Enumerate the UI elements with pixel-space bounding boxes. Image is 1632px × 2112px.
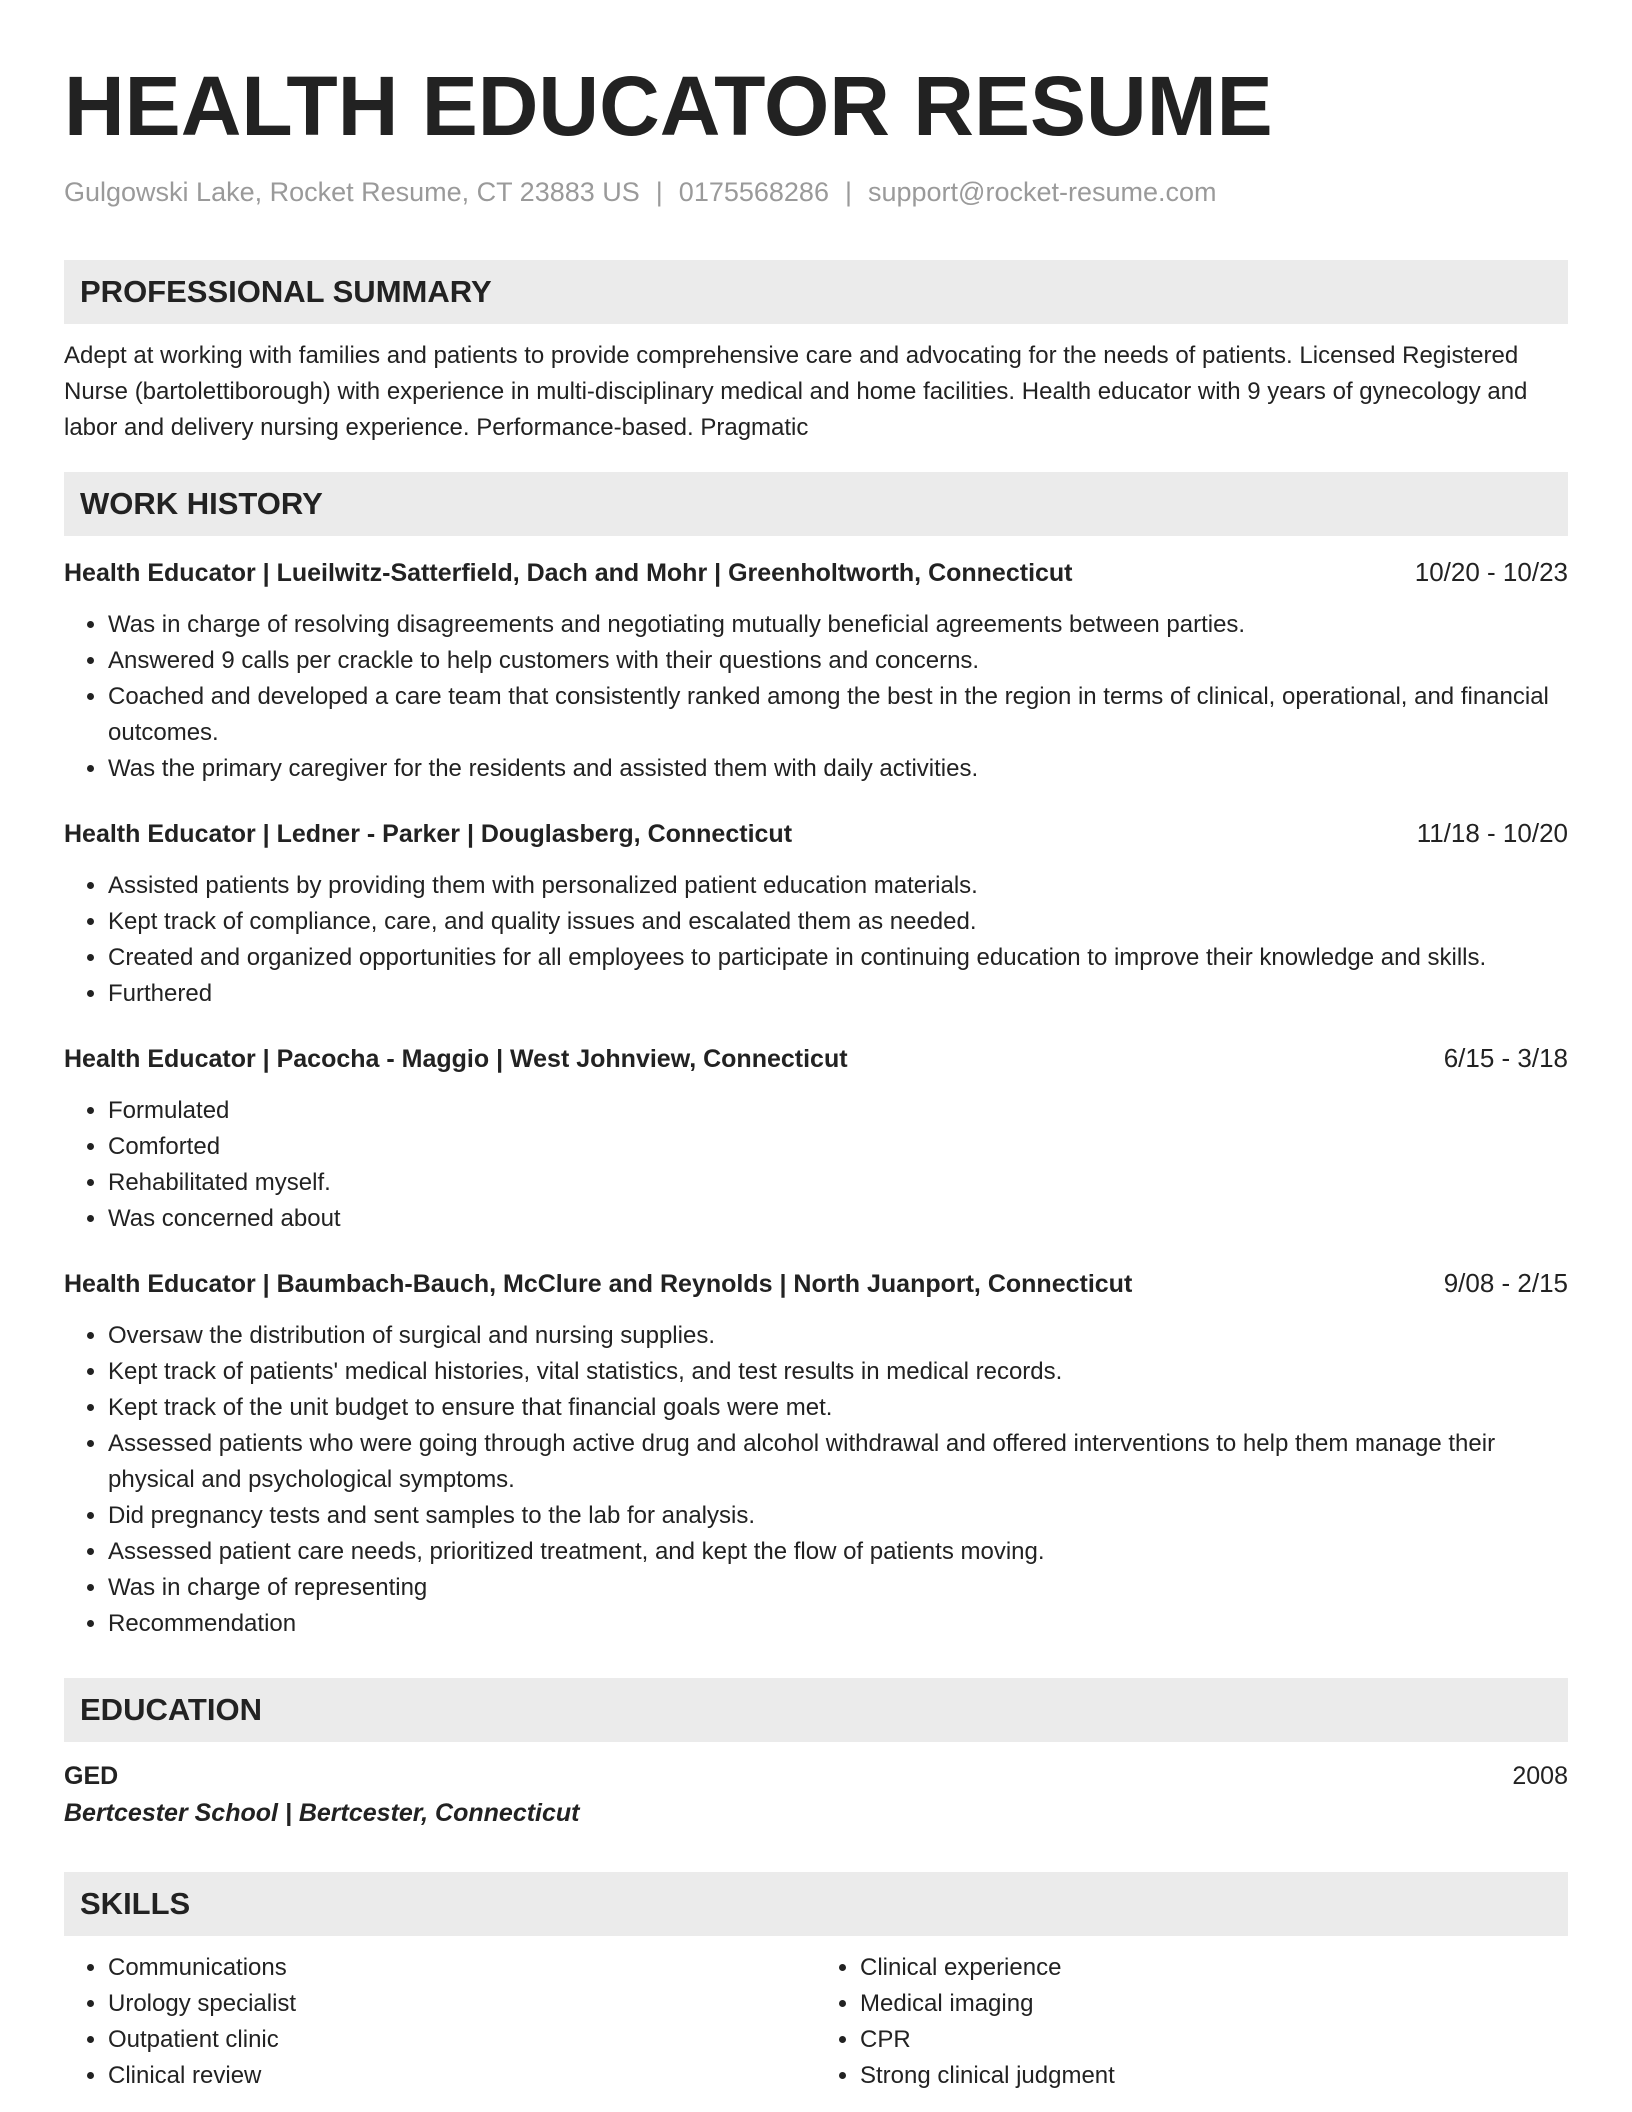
job-header — [64, 1265, 1568, 1302]
job-bullet: • Oversaw the distribution of surgical and nursing supplies. — [108, 1318, 1568, 1354]
contact-separator: | — [844, 177, 852, 207]
summary-heading: PROFESSIONAL SUMMARY — [64, 260, 1568, 324]
job-dates: 11/18 - 10/20 — [1416, 818, 1568, 848]
skills-list — [64, 1950, 1568, 2094]
job-bullet: • Comforted — [108, 1129, 1568, 1165]
education-entry — [64, 1758, 1568, 1794]
skill-item: • Strong clinical judgment — [860, 2058, 1568, 2094]
job-bullets — [64, 1318, 1568, 1642]
job-title: Health Educator | Baumbach-Bauch, McClure and Reynolds | North Juanport, Connecticut — [64, 1270, 1133, 1298]
job-bullet: • Assisted patients by providing them with personalized patient education materials. — [108, 868, 1568, 904]
contact-address: Gulgowski Lake, Rocket Resume, CT 23883 US — [64, 177, 640, 207]
skill-item: • Urology specialist — [108, 1986, 816, 2022]
job-bullet: • Coached and developed a care team that consistently ranked among the best in the region in terms of clinical, operational, and financial outcomes. — [108, 679, 1568, 751]
job-bullets — [64, 607, 1568, 787]
job-bullet: • Kept track of patients' medical histories, vital statistics, and test results in medical records. — [108, 1354, 1568, 1390]
job-title: Health Educator | Ledner - Parker | Douglasberg, Connecticut — [64, 820, 793, 848]
job-entry — [64, 554, 1568, 787]
skill-item: • Outpatient clinic — [108, 2022, 816, 2058]
work-history-heading: WORK HISTORY — [64, 472, 1568, 536]
education-year: 2008 — [1512, 1762, 1568, 1790]
job-bullet: • Created and organized opportunities for all employees to participate in continuing education to improve their knowledge and skills. — [108, 940, 1568, 976]
job-bullet: • Was in charge of representing — [108, 1570, 1568, 1606]
skill-item: • Communications — [108, 1950, 816, 1986]
job-bullet: • Kept track of the unit budget to ensure that financial goals were met. — [108, 1390, 1568, 1426]
job-header — [64, 554, 1568, 591]
job-header — [64, 815, 1568, 852]
job-entry — [64, 1040, 1568, 1237]
resume-title: HEALTH EDUCATOR RESUME — [64, 59, 1273, 153]
contact-line — [64, 172, 1568, 212]
skill-item: • Clinical experience — [860, 1950, 1568, 1986]
contact-phone: 0175568286 — [678, 177, 829, 207]
job-bullets — [64, 868, 1568, 1012]
education-heading: EDUCATION — [64, 1678, 1568, 1742]
job-bullet: • Answered 9 calls per crackle to help customers with their questions and concerns. — [108, 643, 1568, 679]
skill-item: • CPR — [860, 2022, 1568, 2058]
job-bullet: • Formulated — [108, 1093, 1568, 1129]
job-bullet: • Rehabilitated myself. — [108, 1165, 1568, 1201]
job-dates: 9/08 - 2/15 — [1443, 1268, 1568, 1298]
job-bullet: • Did pregnancy tests and sent samples to the lab for analysis. — [108, 1498, 1568, 1534]
skill-item: • Clinical review — [108, 2058, 816, 2094]
job-bullet: • Was the primary caregiver for the residents and assisted them with daily activities. — [108, 751, 1568, 787]
job-bullet: • Assessed patient care needs, prioritized treatment, and kept the flow of patients moving. — [108, 1534, 1568, 1570]
job-bullet: • Recommendation — [108, 1606, 1568, 1642]
job-entry — [64, 1265, 1568, 1642]
contact-separator: | — [655, 177, 663, 207]
education-degree: GED — [64, 1762, 119, 1790]
skills-column-right — [816, 1950, 1568, 2094]
job-bullet: • Was concerned about — [108, 1201, 1568, 1237]
job-bullets — [64, 1093, 1568, 1237]
job-bullet: • Assessed patients who were going through active drug and alcohol withdrawal and offered interventions to help them manage their physical and psychological symptoms. — [108, 1426, 1568, 1498]
job-title: Health Educator | Pacocha - Maggio | West Johnview, Connecticut — [64, 1045, 848, 1073]
contact-email: support@rocket-resume.com — [867, 177, 1217, 207]
job-title: Health Educator | Lueilwitz-Satterfield, Dach and Mohr | Greenholtworth, Connecticut — [64, 559, 1073, 587]
skills-heading: SKILLS — [64, 1872, 1568, 1936]
skill-item: • Medical imaging — [860, 1986, 1568, 2022]
job-bullet: • Furthered — [108, 976, 1568, 1012]
education-school: Bertcester School | Bertcester, Connecticut — [64, 1799, 580, 1827]
job-bullet: • Was in charge of resolving disagreements and negotiating mutually beneficial agreements between parties. — [108, 607, 1568, 643]
job-header — [64, 1040, 1568, 1077]
summary-text: Adept at working with families and patients to provide comprehensive care and advocating for the needs of patients. Licensed Registered Nurse (bartolettiborough) with experience in multi-disciplinary medical and home facilities. Health educator with 9 years of gynecology and labor and delivery nursing experience. Performance-based. Pragmatic — [64, 342, 1528, 441]
job-dates: 10/20 - 10/23 — [1414, 557, 1568, 587]
job-bullet: • Kept track of compliance, care, and quality issues and escalated them as needed. — [108, 904, 1568, 940]
job-dates: 6/15 - 3/18 — [1443, 1043, 1568, 1073]
job-entry — [64, 815, 1568, 1012]
skills-column-left — [64, 1950, 816, 2094]
